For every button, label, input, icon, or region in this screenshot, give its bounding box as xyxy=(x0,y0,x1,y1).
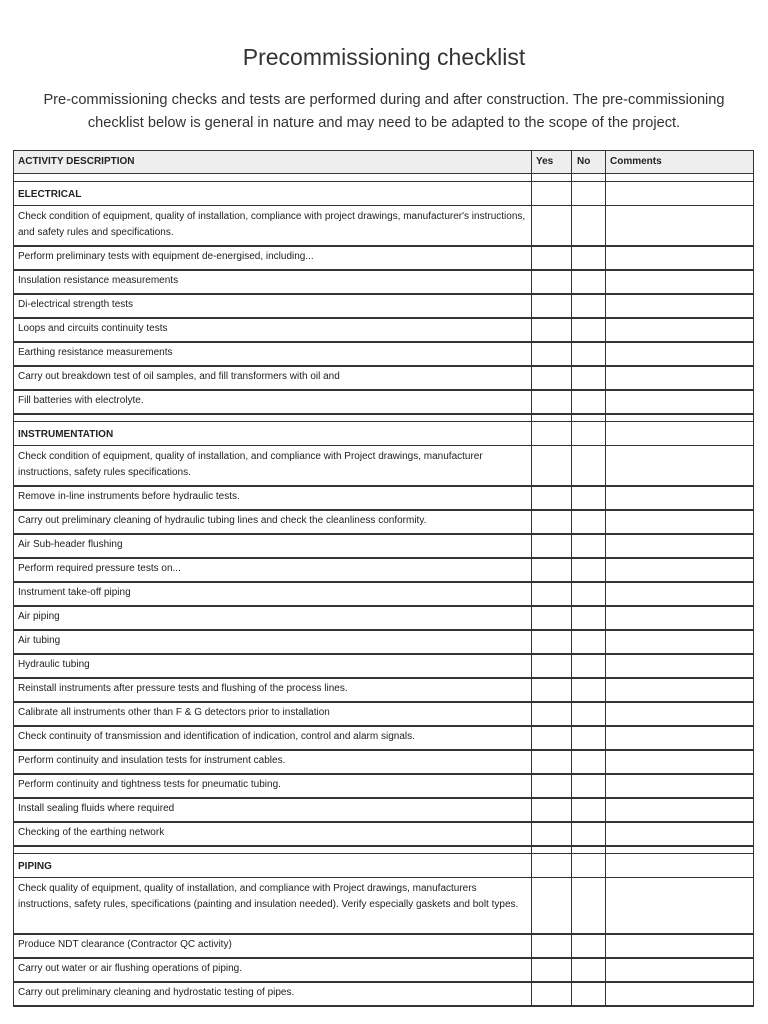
activity-text: Carry out breakdown test of oil samples, and fill transformers with oil and xyxy=(18,371,340,382)
comments-cell[interactable] xyxy=(606,822,753,846)
comments-cell[interactable] xyxy=(606,182,753,206)
comments-cell[interactable] xyxy=(606,934,753,958)
intro-line-1: Pre-commissioning checks and tests are performed during and after construction. The pre-commissioning xyxy=(43,92,725,108)
table-row xyxy=(13,270,754,294)
activity-text: Fill batteries with electrolyte. xyxy=(18,395,144,406)
no-cell[interactable] xyxy=(572,822,605,846)
table-row xyxy=(13,206,754,246)
activity-text: Check condition of equipment, quality of installation, compliance with project drawings, manufacturer's instructions, and safety rules and specifications. xyxy=(18,211,526,238)
comments-cell[interactable] xyxy=(606,366,753,390)
activity-text: Air tubing xyxy=(18,635,61,646)
yes-cell[interactable] xyxy=(532,422,571,446)
yes-cell[interactable] xyxy=(532,878,571,934)
activity-text: Reinstall instruments after pressure tests and flushing of the process lines. xyxy=(18,683,348,694)
no-cell[interactable] xyxy=(572,206,605,246)
comments-cell[interactable] xyxy=(606,582,753,606)
row-border xyxy=(13,845,754,847)
no-cell[interactable] xyxy=(572,630,605,654)
no-cell[interactable] xyxy=(572,318,605,342)
activity-text: Carry out water or air flushing operations of piping. xyxy=(18,963,243,974)
activity-text: Produce NDT clearance (Contractor QC activity) xyxy=(18,939,232,950)
table-row xyxy=(13,982,754,1006)
no-cell[interactable] xyxy=(572,510,605,534)
no-cell[interactable] xyxy=(572,854,605,878)
table-row xyxy=(13,822,754,846)
table-row xyxy=(13,510,754,534)
no-cell[interactable] xyxy=(572,654,605,678)
table-row xyxy=(13,654,754,678)
no-cell[interactable] xyxy=(572,750,605,774)
header-comments: Comments xyxy=(610,156,662,167)
comments-cell[interactable] xyxy=(606,206,753,246)
yes-cell[interactable] xyxy=(532,582,571,606)
comments-cell[interactable] xyxy=(606,878,753,934)
activity-text: Instrument take-off piping xyxy=(18,587,131,598)
table-row xyxy=(13,534,754,558)
row-border xyxy=(13,150,754,151)
activity-text: Check continuity of transmission and identification of indication, control and alarm signals. xyxy=(18,731,415,742)
comments-cell[interactable] xyxy=(606,246,753,270)
activity-text: Perform preliminary tests with equipment de-energised, including... xyxy=(18,251,314,262)
table-row xyxy=(13,342,754,366)
table-row xyxy=(13,934,754,958)
yes-cell[interactable] xyxy=(532,934,571,958)
intro-text xyxy=(30,89,738,135)
activity-text: Air Sub-header flushing xyxy=(18,539,123,550)
table-row xyxy=(13,582,754,606)
table-row xyxy=(13,294,754,318)
page-title: Precommissioning checklist xyxy=(242,44,526,70)
activity-text: Di-electrical strength tests xyxy=(18,299,134,310)
yes-cell[interactable] xyxy=(532,318,571,342)
yes-cell[interactable] xyxy=(532,246,571,270)
yes-cell[interactable] xyxy=(532,366,571,390)
comments-cell[interactable] xyxy=(606,510,753,534)
section-title: PIPING xyxy=(18,861,52,872)
no-cell[interactable] xyxy=(572,678,605,702)
comments-cell[interactable] xyxy=(606,558,753,582)
table-row xyxy=(13,750,754,774)
no-cell[interactable] xyxy=(572,982,605,1006)
no-cell[interactable] xyxy=(572,798,605,822)
no-cell[interactable] xyxy=(572,422,605,446)
activity-text: Air piping xyxy=(18,611,60,622)
section-row xyxy=(13,182,754,206)
yes-cell[interactable] xyxy=(532,510,571,534)
comments-cell[interactable] xyxy=(606,606,753,630)
activity-text: Checking of the earthing network xyxy=(18,827,165,838)
activity-text: Calibrate all instruments other than F & G detectors prior to installation xyxy=(18,707,330,718)
table-row xyxy=(13,318,754,342)
table-row xyxy=(13,446,754,486)
comments-cell[interactable] xyxy=(606,678,753,702)
no-cell[interactable] xyxy=(572,534,605,558)
no-cell[interactable] xyxy=(572,582,605,606)
yes-cell[interactable] xyxy=(532,606,571,630)
yes-cell[interactable] xyxy=(532,534,571,558)
activity-text: Loops and circuits continuity tests xyxy=(18,323,168,334)
activity-text: Earthing resistance measurements xyxy=(18,347,173,358)
yes-cell[interactable] xyxy=(532,630,571,654)
table-row xyxy=(13,958,754,982)
no-cell[interactable] xyxy=(572,486,605,510)
table-row xyxy=(13,774,754,798)
yes-cell[interactable] xyxy=(532,702,571,726)
comments-cell[interactable] xyxy=(606,958,753,982)
yes-cell[interactable] xyxy=(532,270,571,294)
activity-text: Carry out preliminary cleaning and hydrostatic testing of pipes. xyxy=(18,987,295,998)
yes-cell[interactable] xyxy=(532,294,571,318)
yes-cell[interactable] xyxy=(532,854,571,878)
comments-cell[interactable] xyxy=(606,342,753,366)
comments-cell[interactable] xyxy=(606,798,753,822)
no-cell[interactable] xyxy=(572,606,605,630)
yes-cell[interactable] xyxy=(532,654,571,678)
intro-line-2: checklist below is general in nature and may need to be adapted to the scope of the project. xyxy=(87,115,681,131)
no-cell[interactable] xyxy=(572,774,605,798)
yes-cell[interactable] xyxy=(532,390,571,414)
activity-text: Insulation resistance measurements xyxy=(18,275,179,286)
column-border xyxy=(753,150,754,1006)
no-cell[interactable] xyxy=(572,182,605,206)
column-border xyxy=(531,150,532,1006)
activity-text: Perform continuity and tightness tests for pneumatic tubing. xyxy=(18,779,281,790)
yes-cell[interactable] xyxy=(532,486,571,510)
comments-cell[interactable] xyxy=(606,982,753,1006)
comments-cell[interactable] xyxy=(606,630,753,654)
table-row xyxy=(13,558,754,582)
no-cell[interactable] xyxy=(572,958,605,982)
yes-cell[interactable] xyxy=(532,822,571,846)
activity-text: Install sealing fluids where required xyxy=(18,803,175,814)
table-row xyxy=(13,702,754,726)
no-cell[interactable] xyxy=(572,726,605,750)
no-cell[interactable] xyxy=(572,558,605,582)
row-border xyxy=(13,1005,754,1007)
yes-cell[interactable] xyxy=(532,206,571,246)
no-cell[interactable] xyxy=(572,270,605,294)
no-cell[interactable] xyxy=(572,934,605,958)
table-row xyxy=(13,678,754,702)
comments-cell[interactable] xyxy=(606,774,753,798)
yes-cell[interactable] xyxy=(532,750,571,774)
yes-cell[interactable] xyxy=(532,446,571,486)
activity-text: Perform continuity and insulation tests for instrument cables. xyxy=(18,755,286,766)
activity-text: Check condition of equipment, quality of installation, and compliance with Project drawings, manufacturer instructions, safety rules specifications. xyxy=(18,451,483,478)
comments-cell[interactable] xyxy=(606,294,753,318)
activity-text: Carry out preliminary cleaning of hydraulic tubing lines and check the cleanliness conformity. xyxy=(18,515,427,526)
section-row xyxy=(13,854,754,878)
comments-cell[interactable] xyxy=(606,270,753,294)
section-row xyxy=(13,422,754,446)
table-row xyxy=(13,606,754,630)
no-cell[interactable] xyxy=(572,702,605,726)
activity-text: Check quality of equipment, quality of installation, and compliance with Project drawings, manufacturers instructions, safety rules, specifications (painting and insulation needed). Verify especially gaskets and bolt types. xyxy=(18,883,519,910)
comments-cell[interactable] xyxy=(606,854,753,878)
header-activity: ACTIVITY DESCRIPTION xyxy=(18,156,135,167)
comments-cell[interactable] xyxy=(606,726,753,750)
no-cell[interactable] xyxy=(572,390,605,414)
table-row xyxy=(13,366,754,390)
header-yes: Yes xyxy=(536,156,554,167)
row-border xyxy=(13,173,754,174)
yes-cell[interactable] xyxy=(532,678,571,702)
yes-cell[interactable] xyxy=(532,558,571,582)
comments-cell[interactable] xyxy=(606,702,753,726)
yes-cell[interactable] xyxy=(532,958,571,982)
activity-text: Remove in-line instruments before hydraulic tests. xyxy=(18,491,240,502)
no-cell[interactable] xyxy=(572,366,605,390)
yes-cell[interactable] xyxy=(532,798,571,822)
no-cell[interactable] xyxy=(572,342,605,366)
comments-cell[interactable] xyxy=(606,446,753,486)
no-cell[interactable] xyxy=(572,878,605,934)
comments-cell[interactable] xyxy=(606,654,753,678)
activity-text: Hydraulic tubing xyxy=(18,659,90,670)
comments-cell[interactable] xyxy=(606,390,753,414)
comments-cell[interactable] xyxy=(606,534,753,558)
column-border xyxy=(605,150,606,1006)
no-cell[interactable] xyxy=(572,446,605,486)
column-border xyxy=(571,150,572,1006)
comments-cell[interactable] xyxy=(606,422,753,446)
table-row xyxy=(13,726,754,750)
table-row xyxy=(13,246,754,270)
yes-cell[interactable] xyxy=(532,774,571,798)
row-border xyxy=(13,413,754,415)
table-row xyxy=(13,878,754,934)
header-no: No xyxy=(577,156,591,167)
table-row xyxy=(13,630,754,654)
section-title: ELECTRICAL xyxy=(18,189,82,200)
yes-cell[interactable] xyxy=(532,182,571,206)
comments-cell[interactable] xyxy=(606,750,753,774)
section-title: INSTRUMENTATION xyxy=(18,429,114,440)
table-row xyxy=(13,798,754,822)
yes-cell[interactable] xyxy=(532,982,571,1006)
no-cell[interactable] xyxy=(572,294,605,318)
table-row xyxy=(13,486,754,510)
comments-cell[interactable] xyxy=(606,318,753,342)
activity-text: Perform required pressure tests on... xyxy=(18,563,181,574)
table-row xyxy=(13,390,754,414)
yes-cell[interactable] xyxy=(532,726,571,750)
comments-cell[interactable] xyxy=(606,486,753,510)
no-cell[interactable] xyxy=(572,246,605,270)
column-border xyxy=(13,150,14,1006)
yes-cell[interactable] xyxy=(532,342,571,366)
